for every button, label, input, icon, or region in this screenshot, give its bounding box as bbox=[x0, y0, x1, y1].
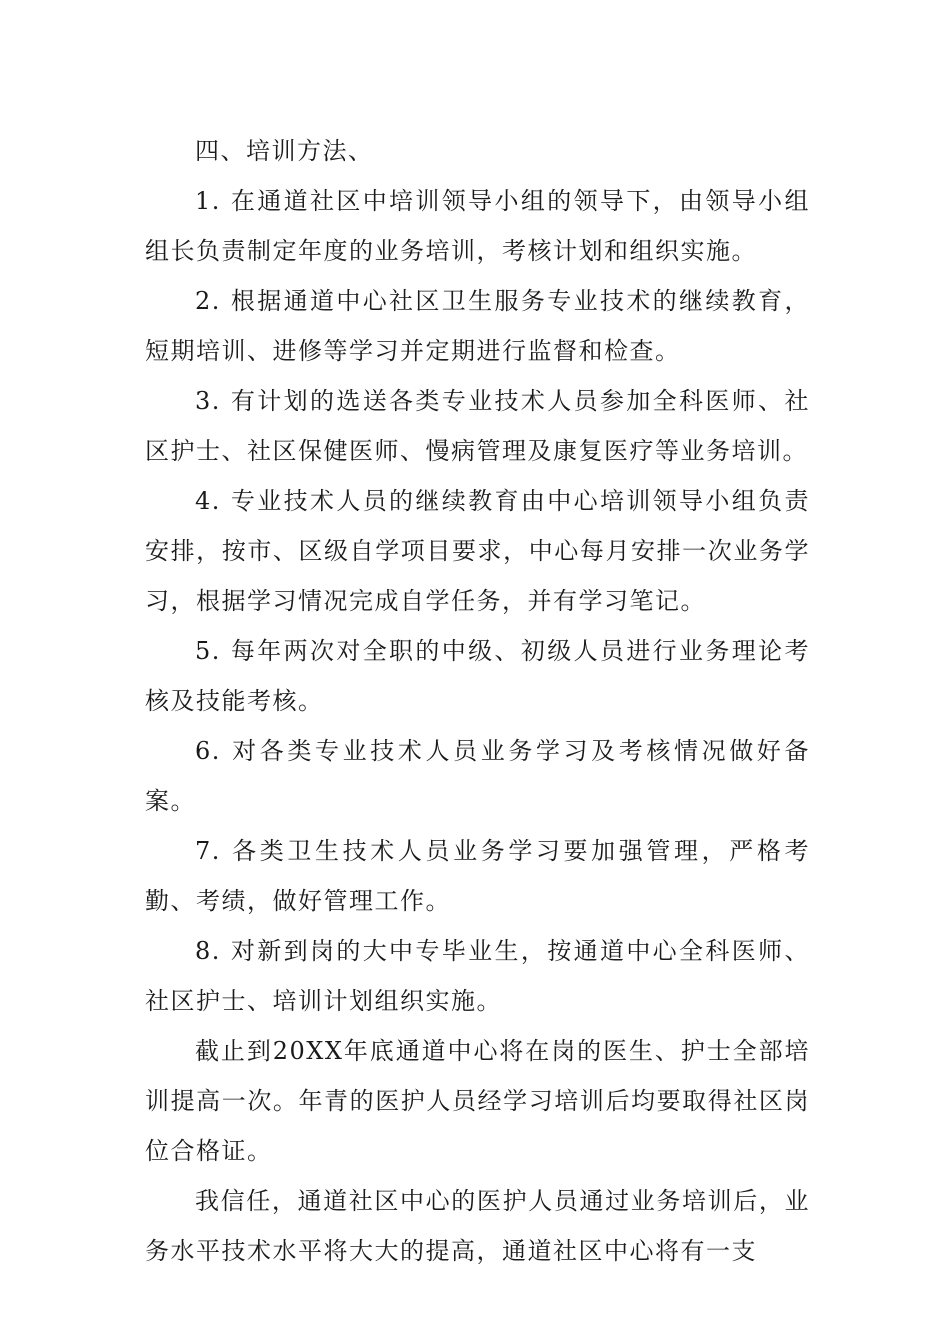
paragraph-item-5: 5. 每年两次对全职的中级、初级人员进行业务理论考核及技能考核。 bbox=[145, 637, 810, 715]
paragraph-item-2: 2. 根据通道中心社区卫生服务专业技术的继续教育，短期培训、进修等学习并定期进行监督和检查。 bbox=[145, 287, 810, 365]
paragraph-conclusion: 我信任，通道社区中心的医护人员通过业务培训后，业务水平技术水平将大大的提高，通道社区中心将有一支 bbox=[145, 1187, 810, 1265]
paragraph-item-1: 1. 在通道社区中培训领导小组的领导下，由领导小组组长负责制定年度的业务培训，考核计划和组织实施。 bbox=[145, 187, 810, 265]
paragraph-item-3: 3. 有计划的选送各类专业技术人员参加全科医师、社区护士、社区保健医师、慢病管理及康复医疗等业务培训。 bbox=[145, 387, 810, 465]
paragraph-item-7: 7. 各类卫生技术人员业务学习要加强管理，严格考勤、考绩，做好管理工作。 bbox=[145, 837, 810, 915]
paragraph-item-6: 6. 对各类专业技术人员业务学习及考核情况做好备案。 bbox=[145, 737, 810, 815]
document-body bbox=[145, 126, 810, 1276]
paragraph-item-4: 4. 专业技术人员的继续教育由中心培训领导小组负责安排，按市、区级自学项目要求，中心每月安排一次业务学习，根据学习情况完成自学任务，并有学习笔记。 bbox=[145, 487, 810, 615]
paragraph-item-8: 8. 对新到岗的大中专毕业生，按通道中心全科医师、社区护士、培训计划组织实施。 bbox=[145, 937, 810, 1015]
paragraph-deadline: 截止到20XX年底通道中心将在岗的医生、护士全部培训提高一次。年青的医护人员经学习培训后均要取得社区岗位合格证。 bbox=[145, 1037, 810, 1165]
section-heading-training-methods: 四、培训方法、 bbox=[195, 137, 374, 165]
